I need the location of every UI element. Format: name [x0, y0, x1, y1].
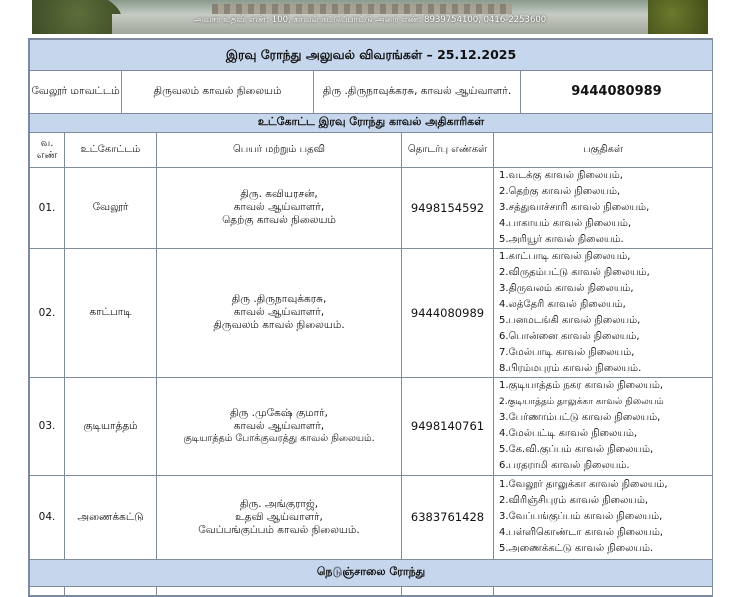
area-item: 5.பனமடங்கி காவல் நிலையம், [499, 314, 641, 326]
row-officer [157, 167, 402, 248]
row-areas [494, 475, 713, 559]
table-row [30, 475, 713, 559]
area-item: 6.பொன்னை காவல் நிலையம், [499, 330, 640, 342]
area-item: 2.தெற்கு காவல் நிலையம், [499, 185, 621, 197]
row-sno: 01. [30, 167, 65, 248]
patrol-sheet [28, 38, 713, 597]
row-areas [494, 167, 713, 248]
area-item: 4.பள்ளிகொண்டா காவல் நிலையம், [499, 527, 664, 538]
row-contact: 9444080989 [402, 248, 494, 377]
officer-name: திரு .திருநாவுக்கரசு, [231, 293, 327, 305]
area-item: 3.திருவலம் காவல் நிலையம், [499, 282, 634, 294]
patrol-table [29, 39, 713, 71]
row-officer [157, 377, 402, 475]
officer-rank: காவல் ஆய்வாளர், [233, 201, 325, 213]
row-officer [157, 475, 402, 559]
area-item: 1.வேலூர் தாலுக்கா காவல் நிலையம், [499, 479, 668, 490]
officer-name: திரு .முகேஷ் குமார், [230, 407, 328, 419]
banner-fort [212, 4, 512, 14]
header-sno: வ. எண் [30, 132, 65, 167]
table-row [30, 377, 713, 475]
officers-table [29, 113, 713, 596]
area-item: 2.விரிஞ்சிபுரம் காவல் நிலையம், [499, 495, 649, 506]
officer-cell: திரு .திருநாவுக்கரசு, காவல் ஆய்வாளர். [314, 70, 521, 113]
area-item: 3.சத்துவாச்சாரி காவல் நிலையம், [499, 201, 650, 213]
helpline-text: அவசர உதவி எண்: 100, காவல் கட்டுப்பாட்டு அறை எண்: 8939754100, 0416-2253600 [193, 15, 547, 25]
row-subdivision: வேலூர் [65, 167, 157, 248]
officer-rank: உதவி ஆய்வாளர், [235, 510, 323, 523]
row-contact: 9498140761 [402, 377, 494, 475]
row-sno: 02. [30, 248, 65, 377]
station-cell: திருவலம் காவல் நிலையம் [122, 70, 314, 113]
row-subdivision: குடியாத்தம் [65, 377, 157, 475]
area-item: 7.மேல்பாடி காவல் நிலையம், [499, 346, 635, 358]
area-item: 6.பரதராமி காவல் நிலையம். [499, 460, 630, 471]
info-table [29, 70, 713, 114]
officer-name: திரு. கவியரசன், [240, 188, 318, 200]
row-subdivision: காட்பாடி [65, 248, 157, 377]
officer-rank: காவல் ஆய்வாளர், [233, 306, 325, 318]
area-item: 2.குடியாத்தம் தாலுக்கா காவல் நிலையம் [499, 397, 664, 407]
area-item: 5.அரியூர் காவல் நிலையம். [499, 233, 624, 245]
area-item: 5.அணைக்கட்டு காவல் நிலையம். [499, 543, 654, 554]
highway-patrol-title: நெடுஞ்சாலை ரோந்து [30, 559, 713, 586]
row-areas [494, 248, 713, 377]
officer-station: தெற்கு காவல் நிலையம் [222, 214, 336, 226]
area-item: 1.வடக்கு காவல் நிலையம், [499, 169, 623, 181]
info-row [30, 70, 713, 113]
row-contact: 9498154592 [402, 167, 494, 248]
table-header-row [30, 132, 713, 167]
district-cell: வேலூர் மாவட்டம் [30, 70, 122, 113]
phone-cell: 9444080989 [521, 70, 713, 113]
header-contact: தொடர்பு எண்கள் [402, 132, 494, 167]
area-item: 4.மேல்பட்டி காவல் நிலையம், [499, 428, 638, 439]
page-title: இரவு ரோந்து அலுவல் விவரங்கள் – 25.12.2025 [30, 40, 713, 71]
area-item: 3.வேப்பங்குப்பம் காவல் நிலையம், [499, 511, 663, 522]
area-item: 5.கே.வி.குப்பம் காவல் நிலையம், [499, 444, 654, 455]
row-contact: 6383761428 [402, 475, 494, 559]
header-subdivision: உட்கோட்டம் [65, 132, 157, 167]
area-item: 3.பேர்ணாம்பட்டு காவல் நிலையம், [499, 412, 661, 423]
table-row [30, 248, 713, 377]
header-banner [32, 0, 708, 34]
officer-rank: காவல் ஆய்வாளர், [233, 420, 325, 432]
row-sno: 03. [30, 377, 65, 475]
row-areas [494, 377, 713, 475]
header-name: பெயர் மற்றும் பதவி [157, 132, 402, 167]
row-subdivision: அணைக்கட்டு [65, 475, 157, 559]
area-item: 1.காட்பாடி காவல் நிலையம், [499, 250, 631, 262]
area-item: 4.பாகாயம் காவல் நிலையம், [499, 217, 632, 229]
header-areas: பகுதிகள் [494, 132, 713, 167]
officer-name: திரு. அங்குராஜ், [239, 497, 319, 510]
table-row [30, 167, 713, 248]
officer-station: வேப்பங்குப்பம் காவல் நிலையம். [198, 523, 360, 536]
area-item: 4.லத்தேரி காவல் நிலையம், [499, 298, 626, 310]
area-item: 1.குடியாத்தம் நகர காவல் நிலையம், [499, 380, 664, 391]
row-officer [157, 248, 402, 377]
area-item: 2.விருதம்பட்டு காவல் நிலையம், [499, 266, 650, 278]
row-sno: 04. [30, 475, 65, 559]
area-item: 8.பிரம்மபுரம் காவல் நிலையம். [499, 362, 642, 374]
section-title: உட்கோட்ட இரவு ரோந்து காவல் அதிகாரிகள் [30, 113, 713, 132]
officer-station: திருவலம் காவல் நிலையம். [213, 319, 345, 331]
officer-station: குடியாத்தம் போக்குவரத்து காவல் நிலையம். [183, 433, 375, 444]
